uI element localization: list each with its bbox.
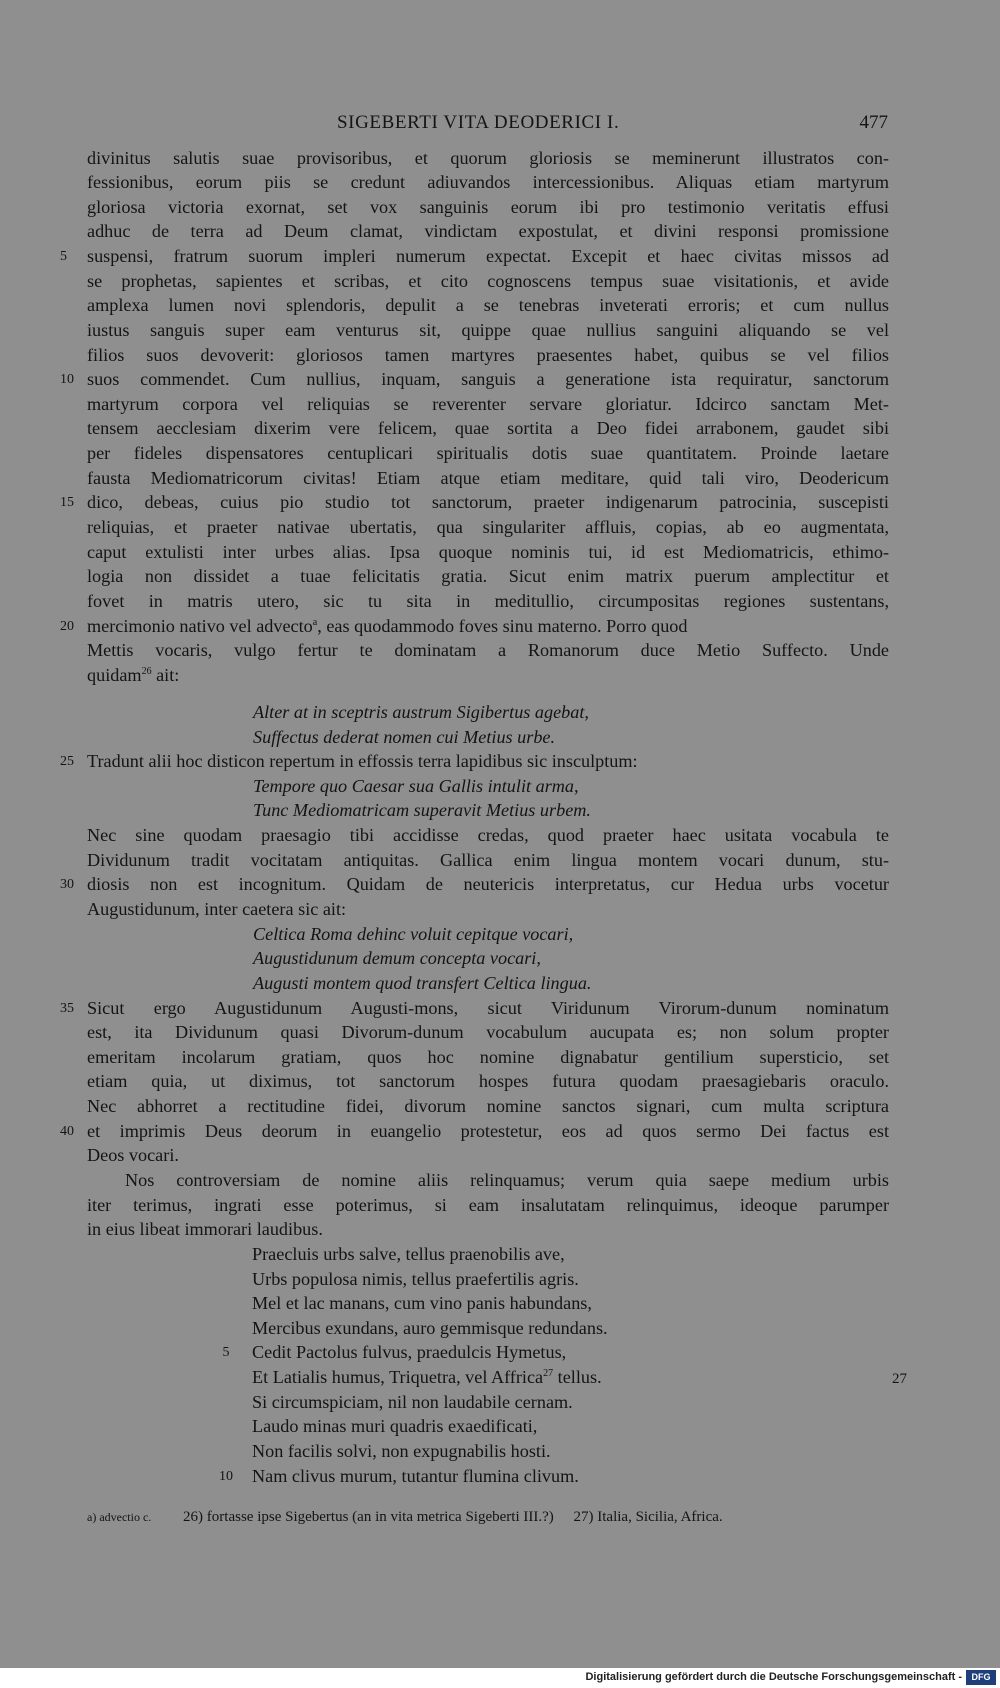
text-line: Nec sine quodam praesagio tibi accidisse credas, quod praeter haec usitata vocabula te — [87, 825, 889, 845]
footnote-ref-27: 27 — [543, 1367, 554, 1379]
footnote-27: 27) Italia, Sicilia, Africa. — [573, 1509, 723, 1525]
text-segment: ait: — [151, 665, 180, 685]
line-number: 30 — [60, 877, 74, 892]
text-line: et imprimis Deus deorum in euangelio protestetur, eos ad quos sermo Dei factus est — [87, 1121, 889, 1141]
text-line: Nos controversiam de nomine aliis relinquamus; verum quia saepe medium urbis — [125, 1170, 889, 1190]
text-line: amplexa lumen novi splendoris, depulit a se tenebras inveterati erroris; et cum nullus — [87, 295, 889, 315]
text-line: adhuc de terra ad Deum clamat, vindictam expostulat, et divini responsi promissione — [87, 221, 889, 241]
text-line: emeritam incolarum gratiam, quos hoc nomine dignabatur gentilium supersticio, set — [87, 1047, 889, 1067]
verse-line: Urbs populosa nimis, tellus praefertilis agris. — [252, 1269, 579, 1289]
footnote-a: a) advectio c. — [87, 1510, 152, 1524]
verse-line: Nam clivus murum, tutantur flumina clivum. — [252, 1466, 579, 1486]
text-line: iustus sanguis super eam venturus sit, quippe quae nullius sanguini aliquando se vel — [87, 320, 889, 340]
text-line: Augustidunum, inter caetera sic ait: — [87, 899, 347, 919]
funding-credit: Digitalisierung gefördert durch die Deutsche Forschungsgemeinschaft - — [585, 1671, 962, 1683]
text-line: Mettis vocaris, vulgo fertur te dominatam a Romanorum duce Metio Suffecto. Unde — [87, 640, 889, 660]
line-number: 15 — [60, 495, 74, 510]
text-line: fessionibus, eorum piis se credunt adiuvandos intercessionibus. Aliquas etiam martyrum — [87, 172, 889, 192]
text-line: reliquias, et praeter nativae ubertatis, qua singulariter affluis, copias, ab eo augmentata, — [87, 517, 889, 537]
text-line: fovet in matris utero, sic tu sita in meditullio, circumpositas regiones sustentans, — [87, 591, 889, 611]
dfg-logo-icon: DFG — [966, 1670, 996, 1685]
quote-line: Augusti montem quod transfert Celtica lingua. — [253, 973, 592, 993]
text-segment: tellus. — [553, 1367, 602, 1387]
text-segment: mercimonio nativo vel advecto — [87, 616, 313, 636]
text-line: Dividunum tradit vocitatam antiquitas. Gallica enim lingua montem vocari dunum, stu- — [87, 850, 889, 870]
line-number: 25 — [60, 754, 74, 769]
text-line: diosis non est incognitum. Quidam de neutericis interpretatus, cur Hedua urbs vocetur — [87, 874, 889, 894]
quote-line: Celtica Roma dehinc voluit cepitque vocari, — [253, 924, 574, 944]
quote-line: Tunc Mediomatricam superavit Metius urbem. — [253, 800, 591, 820]
text-line: iter terimus, ingrati esse poterimus, si eam insalutatam relinquimus, ideoque parumper — [87, 1195, 889, 1215]
verse-line — [252, 1365, 812, 1390]
text-line: suos commendet. Cum nullius, inquam, sanguis a generatione ista requiratur, sanctorum — [87, 369, 889, 389]
line-number: 5 — [60, 249, 67, 264]
verse-line: Mel et lac manans, cum vino panis habundans, — [252, 1293, 592, 1313]
verse-line: Si circumspiciam, nil non laudabile cernam. — [252, 1392, 573, 1412]
text-line — [87, 614, 889, 639]
text-segment: , eas quodammodo foves sinu materno. Porro quod — [317, 616, 688, 636]
text-line: per fideles dispensatores centuplicari spiritualis dotis suae quantitatem. Proinde laetare — [87, 443, 889, 463]
verse-line: Non facilis solvi, non expugnabilis hosti. — [252, 1441, 551, 1461]
text-line: caput extulisti inter urbes alias. Ipsa quoque nominis tui, id est Mediomatricis, ethimo- — [87, 542, 889, 562]
text-line: Deos vocari. — [87, 1145, 179, 1165]
text-line: Nec abhorret a rectitudine fidei, divorum nomine sanctos signari, cum multa scriptura — [87, 1096, 889, 1116]
footnote-ref-a: a — [312, 616, 318, 628]
quote-line: Suffectus dederat nomen cui Metius urbe. — [253, 727, 556, 747]
text-line: filios suos devoverit: gloriosos tamen martyres praesentes habet, quibus se vel filios — [87, 345, 889, 365]
text-line: martyrum corpora vel reliquias se reverenter servare gloriatur. Idcirco sanctam Met- — [87, 394, 889, 414]
page-number: 477 — [859, 112, 888, 133]
text-line: logia non dissidet a tuae felicitatis gratia. Sicut enim matrix puerum amplectitur et — [87, 566, 889, 586]
text-line: fausta Mediomatricorum civitas! Etiam atque etiam meditare, quid tali viro, Deodericum — [87, 468, 889, 488]
text-line: suspensi, fratrum suorum impleri numerum expectat. Excepit et haec civitas missos ad — [87, 246, 889, 266]
text-line: se prophetas, sapientes et scribas, et cito cognoscens tempus suae visitationis, et avide — [87, 271, 889, 291]
line-number: 35 — [60, 1001, 74, 1016]
quote-line: Augustidunum demum concepta vocari, — [253, 948, 541, 968]
quote-line: Tempore quo Caesar sua Gallis intulit arma, — [253, 776, 579, 796]
footnote-26: 26) fortasse ipse Sigebertus (an in vita metrica Sigeberti III.?) — [183, 1509, 554, 1525]
text-segment: quidam — [87, 665, 142, 685]
text-line: Tradunt alii hoc disticon repertum in effossis terra lapidibus sic insculptum: — [87, 751, 638, 771]
text-line: Sicut ergo Augustidunum Augusti-mons, sicut Viridunum Virorum-dunum nominatum — [87, 998, 889, 1018]
verse-line: Praecluis urbs salve, tellus praenobilis ave, — [252, 1244, 565, 1264]
credit-bar — [0, 1668, 1000, 1688]
verse-line: Cedit Pactolus fulvus, praedulcis Hymetus, — [252, 1342, 567, 1362]
text-line: in eius libeat immorari laudibus. — [87, 1219, 323, 1239]
line-number: 10 — [60, 372, 74, 387]
line-number: 20 — [60, 619, 74, 634]
text-line: gloriosa victoria exornat, set vox sanguinis eorum ibi pro testimonio veritatis effusi — [87, 197, 889, 217]
quote-line: Alter at in sceptris austrum Sigibertus agebat, — [253, 702, 589, 722]
verse-line: Mercibus exundans, auro gemmisque redundans. — [252, 1318, 608, 1338]
text-line — [87, 663, 889, 688]
text-line: est, ita Dividunum quasi Divorum-dunum vocabulum aucupata es; non solum propter — [87, 1022, 889, 1042]
text-line: tensem aecclesiam dixerim vere felicem, quae sortita a Deo fidei arrabonem, gaudet sibi — [87, 418, 889, 438]
margin-note: 27 — [892, 1371, 907, 1387]
line-number: 40 — [60, 1124, 74, 1139]
verse-number: 5 — [222, 1345, 230, 1360]
footnote-ref-26: 26 — [141, 665, 152, 677]
verse-number: 10 — [219, 1469, 233, 1484]
text-line: dico, debeas, cuius pio studio tot sanctorum, praeter indigenarum patrocinia, suscepisti — [87, 492, 889, 512]
verse-line: Laudo minas muri quadris exaedificati, — [252, 1416, 538, 1436]
text-segment: Et Latialis humus, Triquetra, vel Affrica — [252, 1367, 544, 1387]
text-line: etiam quia, ut diximus, tot sanctorum hospes futura quodam praesagiebaris oraculo. — [87, 1071, 889, 1091]
text-line: divinitus salutis suae provisoribus, et quorum gloriosis se meminerunt illustratos con- — [87, 148, 889, 168]
footnotes — [87, 1509, 889, 1526]
running-head: SIGEBERTI VITA DEODERICI I. — [337, 112, 620, 133]
